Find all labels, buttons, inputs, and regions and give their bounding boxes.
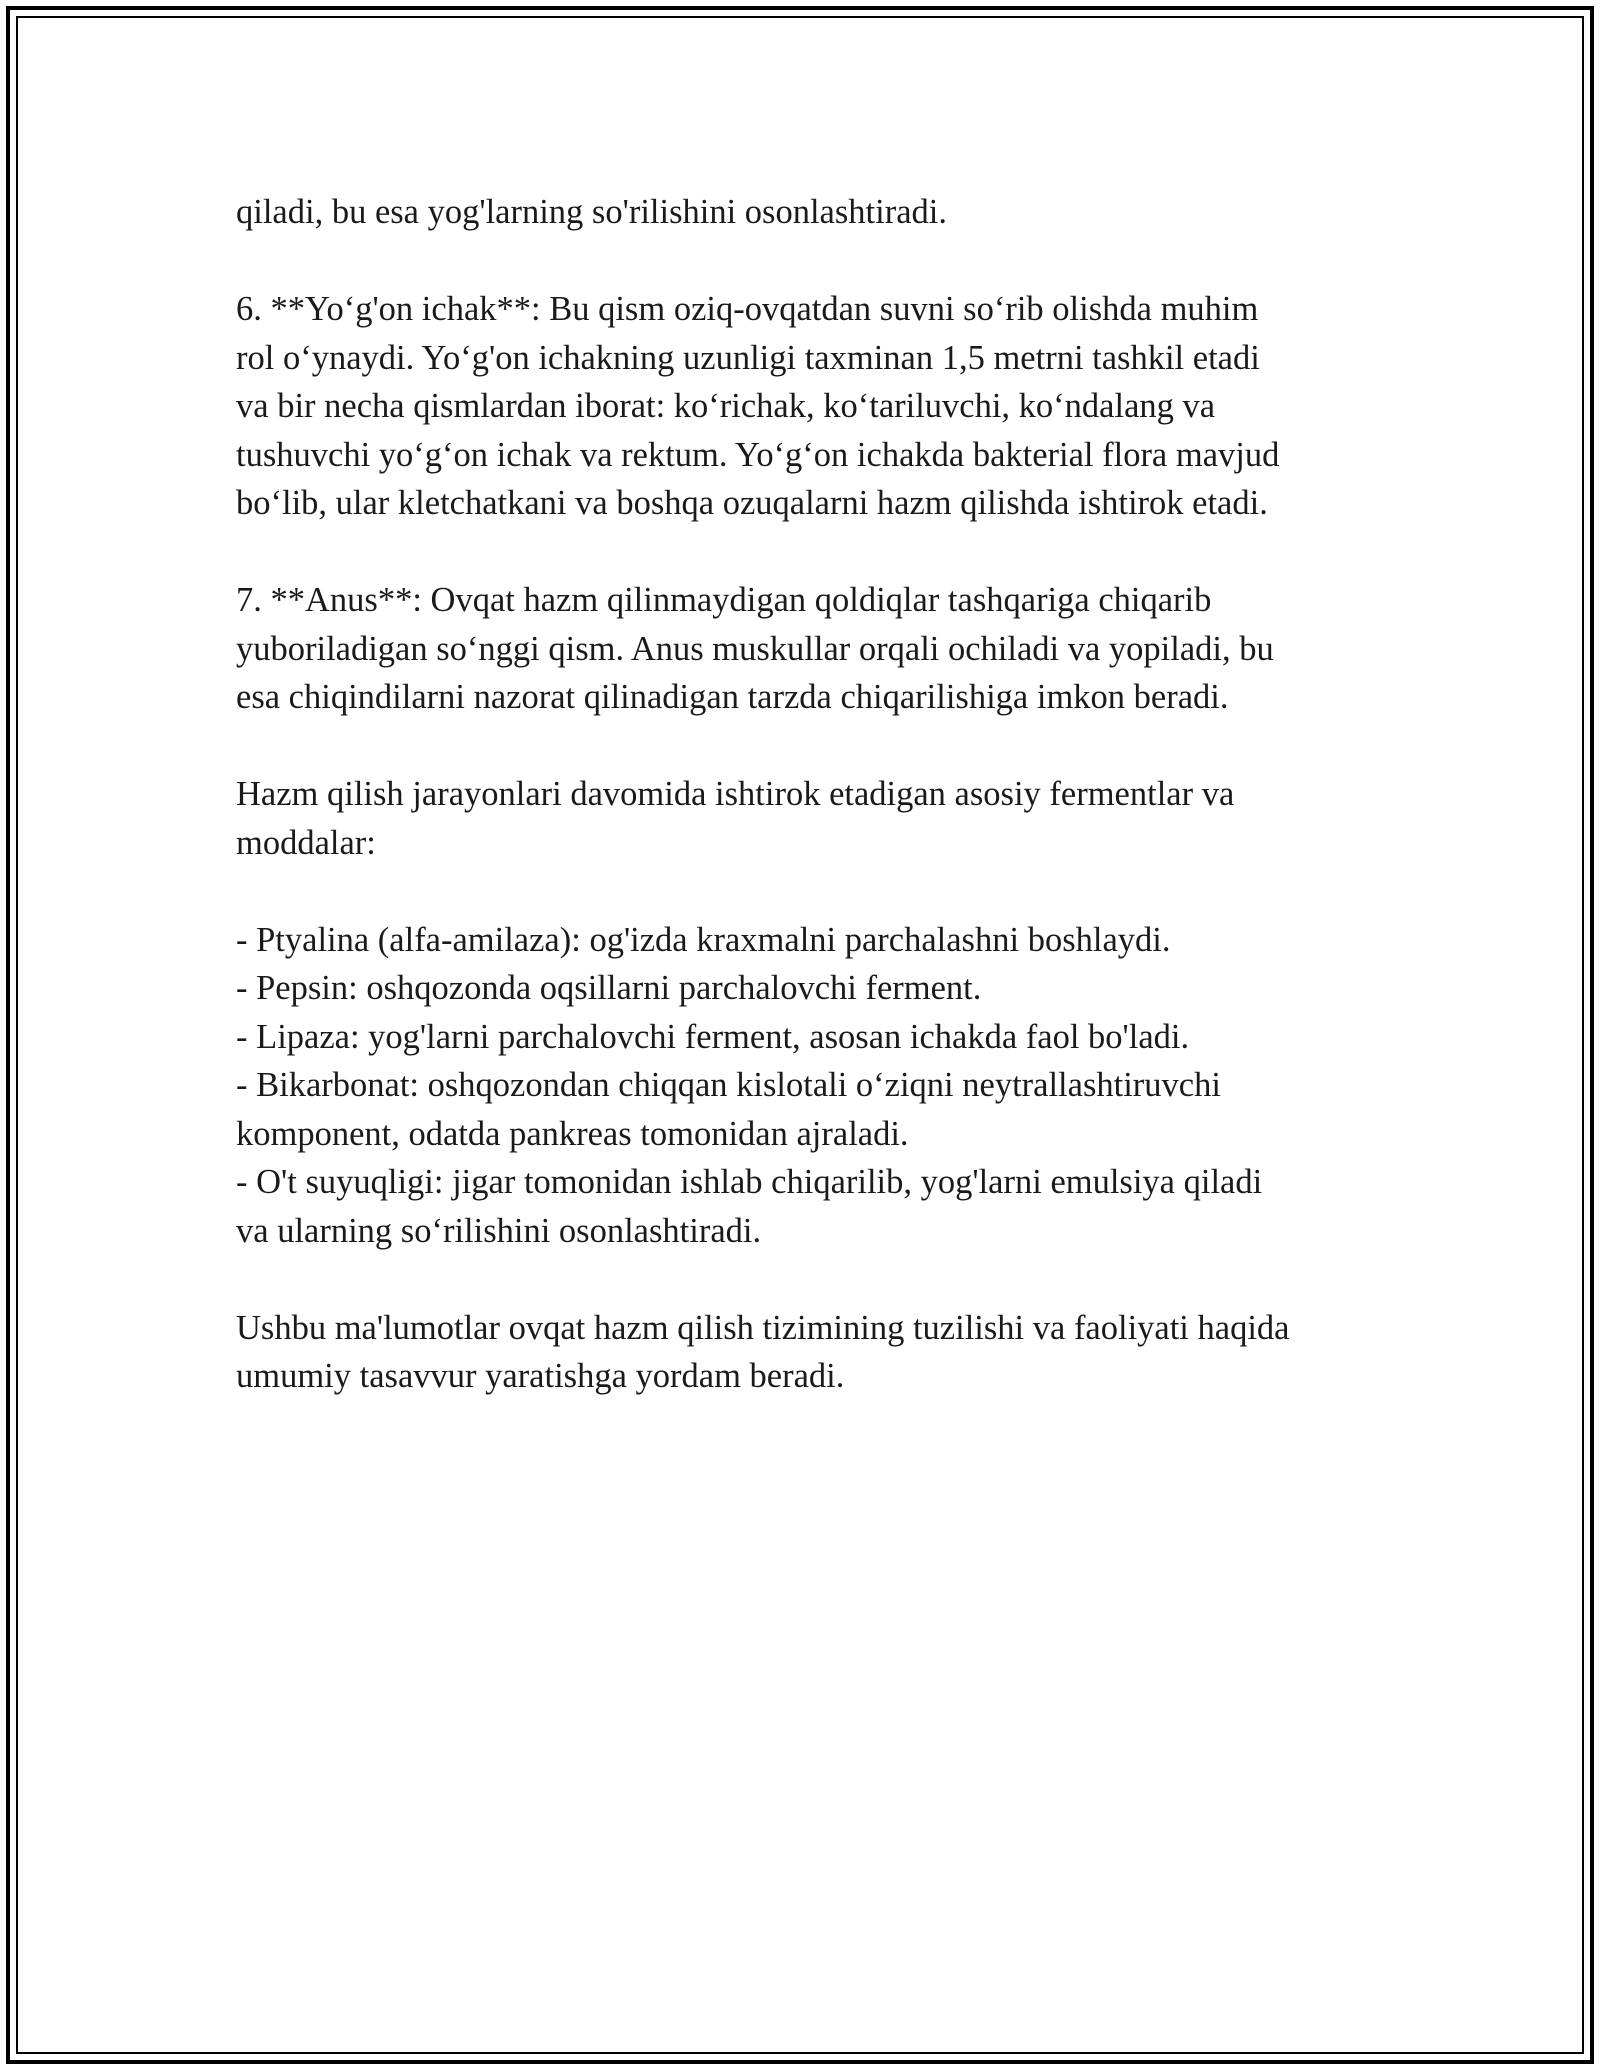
paragraph-conclusion [236, 1304, 1396, 1401]
list-item: - Lipaza: yog'larni parchalovchi ferment, asosan ichakda faol bo'ladi. [236, 1017, 1190, 1056]
text-line: tushuvchi yo‘g‘on ichak va rektum. Yo‘g‘on ichakda bakterial flora mavjud [236, 435, 1280, 474]
paragraph-enzymes-intro [236, 770, 1396, 867]
text-line: 6. **Yo‘g'on ichak**: Bu qism oziq-ovqatdan suvni so‘rib olishda muhim [236, 290, 1259, 328]
list-item: - Bikarbonat: oshqozondan chiqqan kislotali o‘ziqni neytrallashtiruvchi [236, 1066, 1221, 1104]
text-line: bo‘lib, ular kletchatkani va boshqa ozuqalarni hazm qilishda ishtirok etadi. [236, 484, 1268, 522]
text-line: 7. **Anus**: Ovqat hazm qilinmaydigan qoldiqlar tashqariga chiqarib [236, 581, 1212, 619]
text-line: Hazm qilish jarayonlari davomida ishtirok etadigan asosiy fermentlar va [236, 775, 1235, 813]
enzyme-list [236, 916, 1396, 1256]
list-item: - O't suyuqligi: jigar tomonidan ishlab chiqarilib, yog'larni emulsiya qiladi [236, 1163, 1263, 1201]
text-line: umumiy tasavvur yaratishga yordam beradi. [236, 1357, 845, 1395]
list-item: - Pepsin: oshqozonda oqsillarni parchalovchi ferment. [236, 969, 982, 1007]
document-body [236, 188, 1396, 1449]
text-line: qiladi, bu esa yog'larning so'rilishini osonlashtiradi. [236, 193, 947, 231]
text-line: esa chiqindilarni nazorat qilinadigan tarzda chiqarilishiga imkon beradi. [236, 678, 1229, 716]
text-line: yuboriladigan so‘nggi qism. Anus muskullar orqali ochiladi va yopiladi, bu [236, 629, 1274, 668]
list-item: - Ptyalina (alfa-amilaza): og'izda kraxmalni parchalashni boshlaydi. [236, 920, 1171, 959]
text-line: va bir necha qismlardan iborat: ko‘richak, ko‘tariluvchi, ko‘ndalang va [236, 387, 1216, 425]
text-line: moddalar: [236, 823, 376, 862]
list-item-continuation: va ularning so‘rilishini osonlashtiradi. [236, 1211, 762, 1250]
paragraph-anus [236, 576, 1396, 722]
paragraph-continuation [236, 188, 1396, 237]
list-item-continuation: komponent, odatda pankreas tomonidan ajraladi. [236, 1114, 909, 1153]
text-line: rol o‘ynaydi. Yo‘g'on ichakning uzunligi taxminan 1,5 metrni tashkil etadi [236, 338, 1260, 377]
paragraph-large-intestine [236, 285, 1396, 528]
text-line: Ushbu ma'lumotlar ovqat hazm qilish tizimining tuzilishi va faoliyati haqida [236, 1308, 1290, 1347]
